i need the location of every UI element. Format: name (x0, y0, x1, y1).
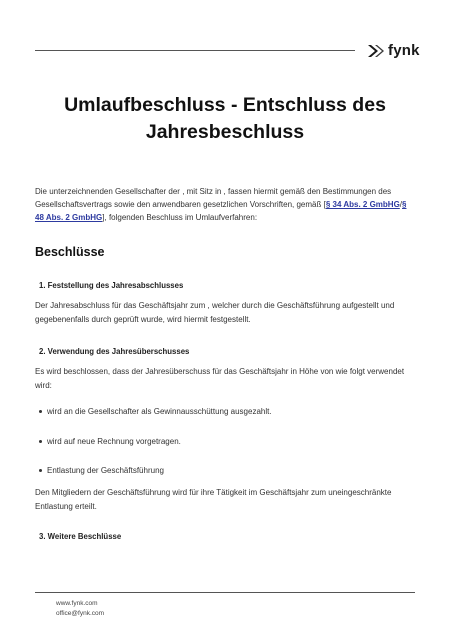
footer (56, 599, 104, 619)
item-1-text: Der Jahresabschluss für das Geschäftsjahr zum , welcher durch die Geschäftsführung aufgestellt und gegebenenfalls durch geprüft wurde, wird hiermit festgestellt. (35, 301, 395, 324)
list-item (39, 437, 181, 446)
item-1-heading: 1. Feststellung des Jahresabschlusses (39, 281, 184, 290)
logo-text: fynk (388, 42, 420, 59)
list-item-text: wird auf neue Rechnung vorgetragen. (47, 437, 181, 446)
list-item (39, 407, 272, 416)
bullet-dot (39, 440, 42, 443)
list-item-text: wird an die Gesellschafter als Gewinnausschüttung ausgezahlt. (47, 407, 272, 416)
item-2-text: Es wird beschlossen, dass der Jahresüberschuss für das Geschäftsjahr in Höhe von wie folgt verwendet wird: (35, 367, 405, 390)
page-title: Umlaufbeschluss - Entschluss des Jahresbeschluss (64, 94, 386, 143)
ref-link-34[interactable]: § 34 Abs. 2 GmbHG (325, 200, 400, 209)
intro-text-before: Die unterzeichnenden Gesellschafter der , mit Sitz in , fassen hiermit gemäß den Bestimmungen des Gesellschaftsvertrags sowie den anwendbaren gesetzlichen Vorschriften, gemäß (35, 187, 392, 209)
intro-paragraph (35, 185, 417, 224)
list-item-text: Entlastung der Geschäftsführung (47, 466, 164, 475)
item-2-heading: 2. Verwendung des Jahresüberschusses (39, 347, 190, 356)
ref-separator: / (399, 200, 403, 209)
ref-bracket-open: [ (323, 200, 326, 209)
fynk-logo-icon (367, 43, 385, 59)
bullet-dot (39, 410, 42, 413)
bullet-dot (39, 469, 42, 472)
list-item (39, 466, 164, 475)
ref-bracket-close: ] (102, 213, 105, 222)
footer-website[interactable]: www.fynk.com (56, 600, 98, 607)
discharge-text: Den Mitgliedern der Geschäftsführung wird für ihre Tätigkeit im Geschäftsjahr zum uneingeschränkte Entlastung erteilt. (35, 488, 392, 511)
section-heading: Beschlüsse (35, 245, 105, 259)
item-3-heading: 3. Weitere Beschlüsse (39, 532, 122, 541)
footer-divider (35, 592, 415, 593)
footer-email[interactable]: office@fynk.com (56, 610, 105, 617)
intro-text-after: , folgenden Beschluss im Umlaufverfahren: (104, 213, 258, 222)
header-divider (35, 50, 355, 51)
fynk-logo (367, 42, 420, 59)
ref-link-48[interactable]: § 48 Abs. 2 GmbHG (35, 200, 407, 222)
